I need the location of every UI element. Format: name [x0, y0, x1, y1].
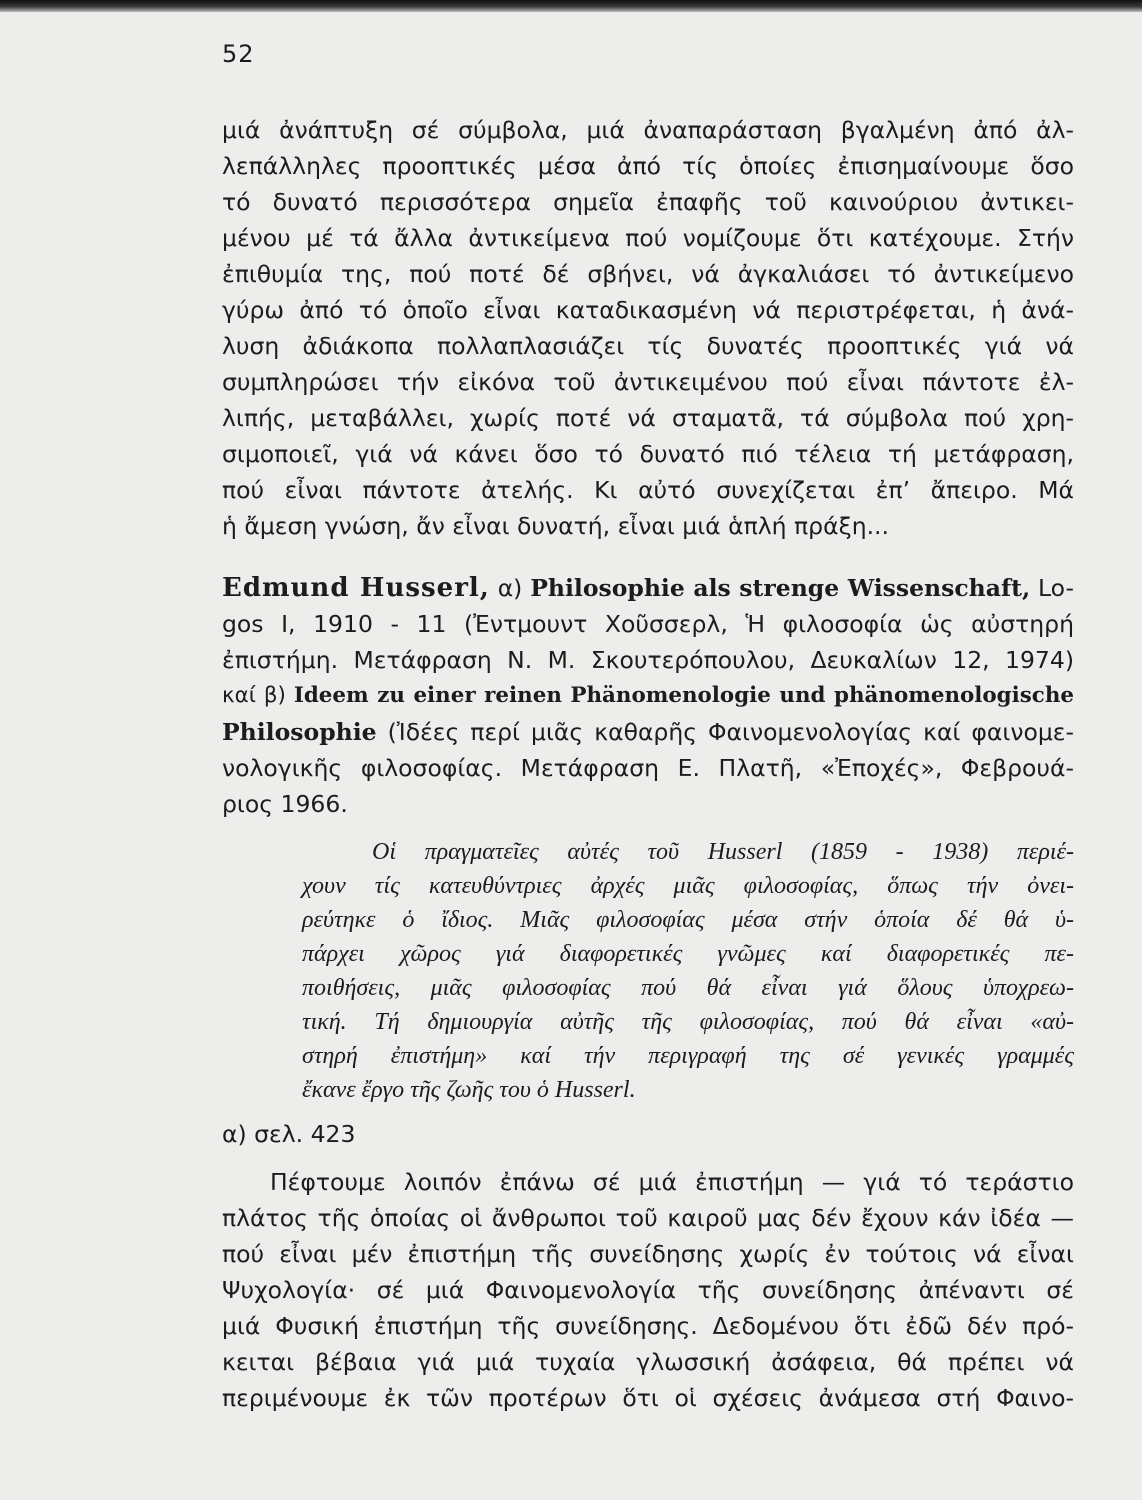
text-line: λυση ἀδιάκοπα πολλαπλασιάζει τίς δυνατές προοπτικές γιά νά [222, 332, 1074, 360]
book-page [0, 12, 1142, 1500]
note-line: ποιθήσεις, μιᾶς φιλοσοφίας πού θά εἶναι γιά ὅλους ὑποχρεω- [302, 975, 1074, 1001]
text-line: περιμένουμε ἐκ τῶν προτέρων ὅτι οἱ σχέσεις ἀνάμεσα στή Φαινο- [222, 1384, 1074, 1412]
note-line: τική. Τή δημιουργία αὐτῆς τῆς φιλοσοφίας, πού θά εἶναι «αὐ- [302, 1009, 1074, 1035]
page-number: 52 [222, 40, 255, 68]
work-title-b: Ideem zu einer reinen Phänomenologie und phänomenologische [293, 683, 1074, 708]
text-line: πλάτος τῆς ὁποίας οἱ ἄνθρωποι τοῦ καιροῦ μας δέν ἔχουν κάν ἰδέα — [222, 1204, 1074, 1232]
text-line: κειται βέβαια γιά μιά τυχαία γλωσσική ἀσάφεια, θά πρέπει νά [222, 1348, 1074, 1376]
note-line: πάρχει χῶρος γιά διαφορετικές γνῶμες καί διαφορετικές πε- [302, 941, 1074, 967]
reference-line-6: νολογικῆς φιλοσοφίας. Μετάφραση Ε. Πλατῆ, «Ἐποχές», Φεβρουά- [222, 754, 1074, 782]
text-line: γύρω ἀπό τό ὁποῖο εἶναι καταδικασμένη νά περιστρέφεται, ἡ ἀνά- [222, 296, 1074, 324]
note-line: στηρή ἐπιστήμη» καί τήν περιγραφή της σέ γενικές γραμμές [302, 1043, 1074, 1069]
note-line: χουν τίς κατευθύντριες ἀρχές μιᾶς φιλοσοφίας, ὅπως τήν ὀνει- [302, 873, 1074, 899]
text-line: μιά ἀνάπτυξη σέ σύμβολα, μιά ἀναπαράσταση βγαλμένη ἀπό ἀλ- [222, 116, 1074, 144]
text-line: πού εἶναι μέν ἐπιστήμη τῆς συνείδησης χωρίς ἐν τούτοις νά εἶναι [222, 1240, 1074, 1268]
text-line: σιμοποιεῖ, γιά νά κάνει ὅσο τό δυνατό πιό τέλεια τή μετάφραση, [222, 440, 1074, 468]
text-line: Πέφτουμε λοιπόν ἐπάνω σέ μιά ἐπιστήμη — γιά τό τεράστιο [270, 1168, 1074, 1196]
text-line: συμπληρώσει τήν εἰκόνα τοῦ ἀντικειμένου πού εἶναι πάντοτε ἐλ- [222, 368, 1074, 396]
text-line: ἐπιθυμία της, πού ποτέ δέ σβήνει, νά ἀγκαλιάσει τό ἀντικείμενο [222, 260, 1074, 288]
text-line: λιπής, μεταβάλλει, χωρίς ποτέ νά σταματᾶ, τά σύμβολα πού χρη- [222, 404, 1074, 432]
text-line: Ψυχολογία· σέ μιά Φαινομενολογία τῆς συνείδησης ἀπέναντι σέ [222, 1276, 1074, 1304]
text-line: λεπάλληλες προοπτικές μέσα ἀπό τίς ὁποίες ἐπισημαίνουμε ὅσο [222, 152, 1074, 180]
text-line: ἡ ἄμεση γνώση, ἄν εἶναι δυνατή, εἶναι μιά ἁπλή πράξη... [222, 512, 889, 540]
note-line: ἔκανε ἔργο τῆς ζωῆς του ὁ Husserl. [302, 1077, 636, 1103]
work-title-b-end: Philosophie [222, 718, 377, 746]
scan-edge [0, 0, 1142, 12]
reference-line-4 [222, 679, 1074, 713]
reference-line-7: ριος 1966. [222, 790, 348, 818]
text-line: τό δυνατό περισσότερα σημεῖα ἐπαφῆς τοῦ καινούριου ἀντικει- [222, 188, 1074, 216]
quote-label: α) σελ. 423 [222, 1120, 356, 1148]
reference-text: Lo- [1037, 574, 1074, 602]
reference-line-5 [222, 715, 1074, 749]
note-line: ρεύτηκε ὁ ἴδιος. Μιᾶς φιλοσοφίας μέσα στήν ὁποία δέ θά ὑ- [302, 907, 1074, 933]
text-line: μένου μέ τά ἄλλα ἀντικείμενα πού νομίζουμε ὅτι κατέχουμε. Στήν [222, 224, 1074, 252]
author-name: Edmund Husserl, [222, 573, 490, 603]
reference-text: (Ἰδέες περί μιᾶς καθαρῆς Φαινομενολογίας καί φαινομε- [387, 718, 1074, 746]
reference-text: καί β) [222, 683, 286, 708]
reference-line-3: ἐπιστήμη. Μετάφραση Ν. Μ. Σκουτερόπουλου, Δευκαλίων 12, 1974) [222, 646, 1074, 674]
reference-line-2: gos I, 1910 - 11 (Ἐντμουντ Χοῦσσερλ, Ἡ φιλοσοφία ὡς αὐστηρή [222, 610, 1074, 638]
text-line: πού εἶναι πάντοτε ἀτελής. Κι αὐτό συνεχίζεται ἐπ’ ἄπειρο. Μά [222, 476, 1074, 504]
work-title-a: Philosophie als strenge Wissenschaft, [530, 574, 1031, 602]
item-marker: α) [497, 574, 523, 602]
text-line: μιά Φυσική ἐπιστήμη τῆς συνείδησης. Δεδομένου ὅτι ἐδῶ δέν πρό- [222, 1312, 1074, 1340]
note-line: Οἱ πραγματεῖες αὐτές τοῦ Husserl (1859 - 1938) περιέ- [372, 839, 1074, 865]
reference-line-1 [222, 571, 1074, 605]
